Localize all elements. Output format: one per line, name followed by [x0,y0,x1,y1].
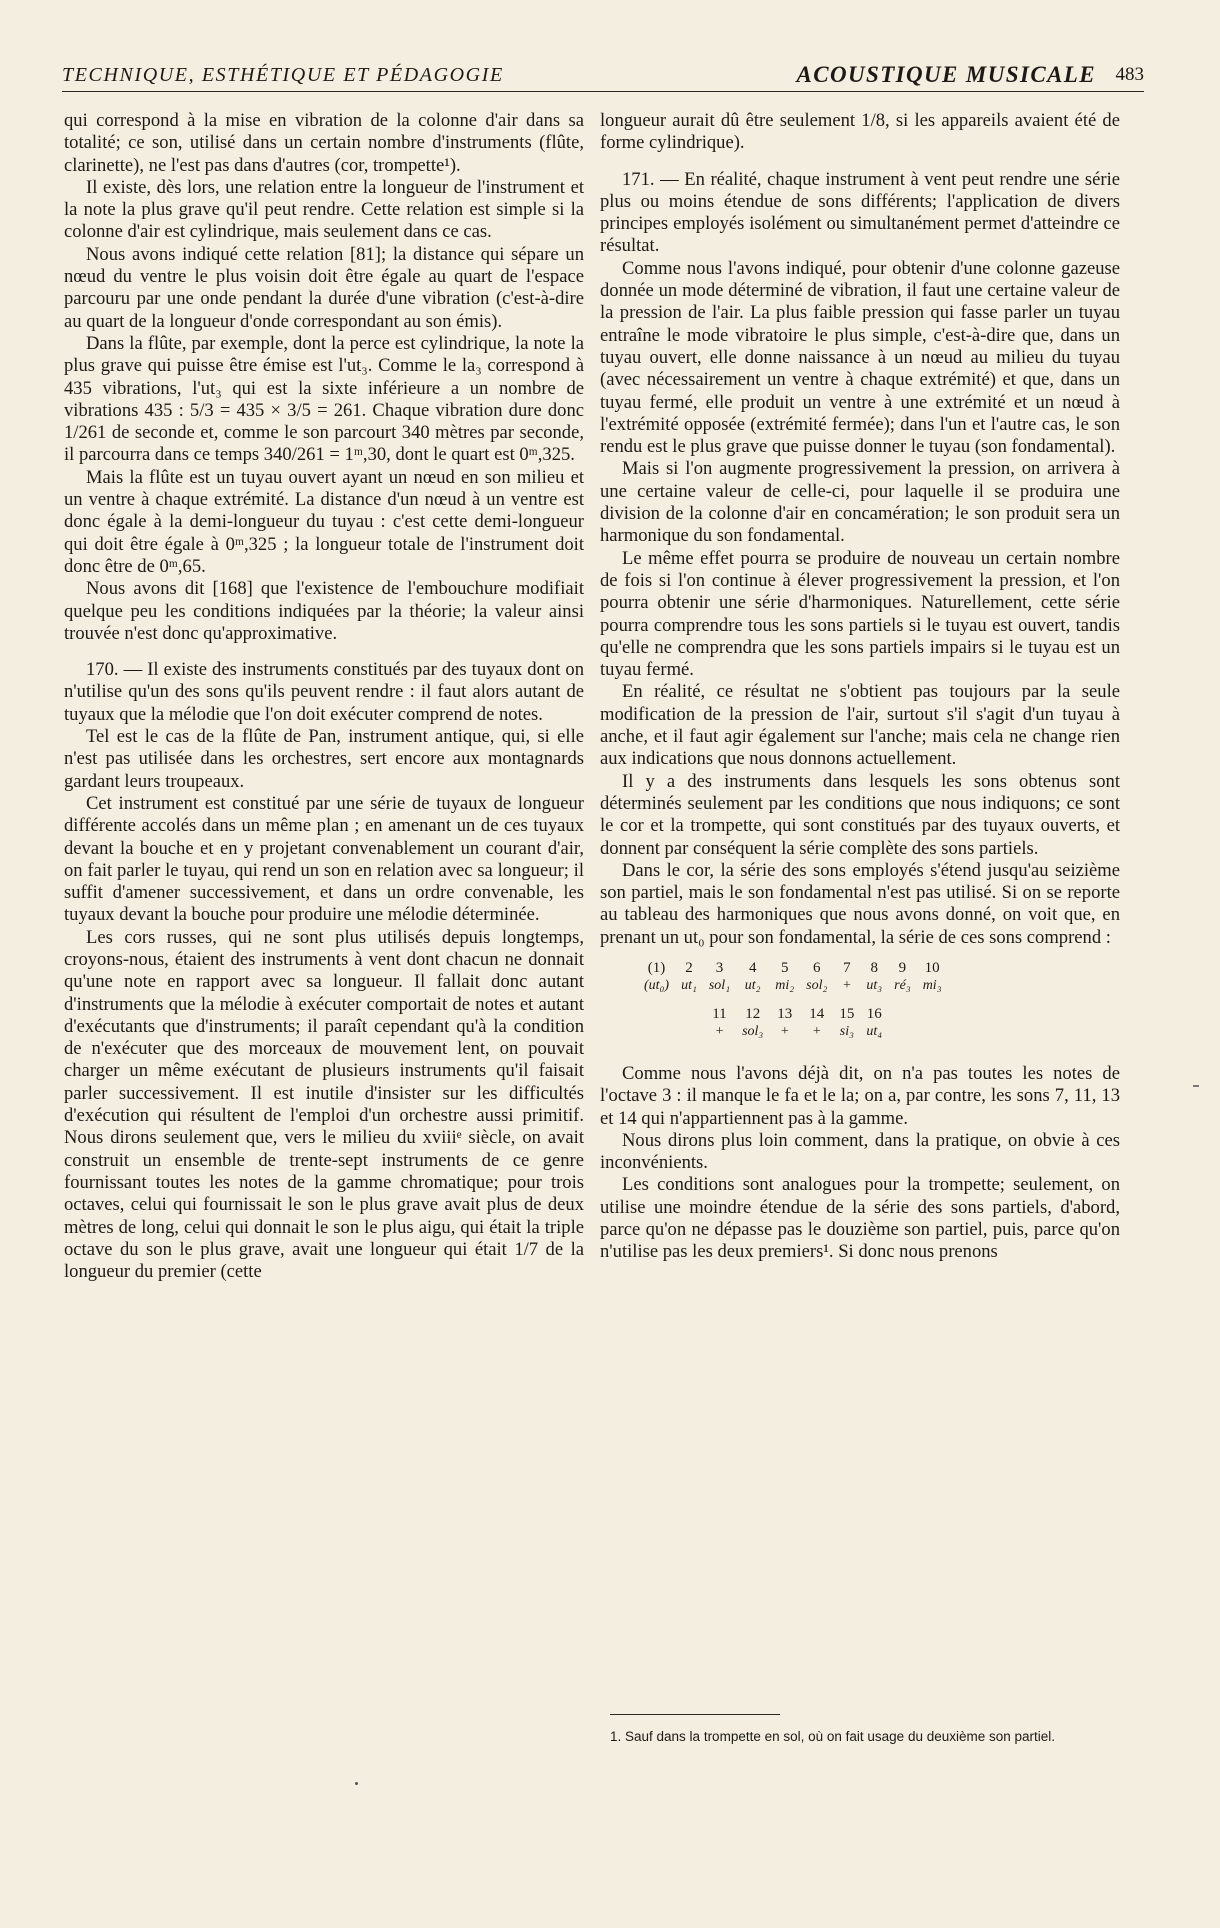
series-cell: (1) [647,959,666,976]
series-spacer [675,1005,703,1023]
footnote-rule [610,1714,780,1715]
series-cell: sol₃ [742,1023,764,1039]
series-spacer [638,1005,675,1023]
series-cell: + [812,1023,822,1039]
series-cell: + [714,1023,725,1039]
series-cell: mi₂ [775,977,795,993]
series-cell: 3 [715,959,724,976]
series-cell: sol₁ [708,977,731,993]
series-cell: (ut₀) [644,977,670,993]
paragraph: Les cors russes, qui ne sont plus utilisés depuis longtemps, croyons-nous, étaient des instruments à vent dont chacun ne donnait qu'une note en rapport avec sa longueur. Il fallait donc autant d'instruments que la mélodie à exécuter comportait de notes et autant d'exécutants que d'instruments; il paraît cependant qu'à la condition de n'exécuter que des morceaux de mouvement lent, on pouvait charger un même exécutant de plusieurs instruments qu'il faisait parler successivement. Il est inutile d'insister sur les difficultés d'exécution qui résultent de l'emploi d'un orchestre aussi primitif. Nous dirons seulement que, vers le milieu du xviiiᵉ siècle, on avait construit un ensemble de trente-sept instruments de ce genre fournissant toutes les notes de la gamme chromatique; pour trois octaves, celui qui fournissait le son le plus grave avait plus de deux mètres de long, celui qui donnait le son le plus aigu, qui était la triple octave du son le plus grave, avait une longueur qui était 1/7 de la longueur du premier (cette [64,926,584,1283]
paragraph: Comme nous l'avons indiqué, pour obtenir d'une colonne gazeuse donnée un mode déterminé de vibration, il faut une certaine valeur de la pression de l'air. La plus faible pression qui fasse parler un tuyau entraîne le mode vibratoire le plus simple, c'est-à-dire que, dans un tuyau ouvert, elle donne naissance à un nœud au milieu du tuyau (avec nécessairement un ventre à chaque extrémité) et que, dans un tuyau fermé, elle produit un ventre à une extrémité et un nœud à l'extrémité opposée (extrémité fermée); dans l'un et l'autre cas, le son rendu est le plus grave que puisse donner le tuyau (son fondamental). [600,257,1120,458]
footnote: 1. Sauf dans la trompette en sol, où on fait usage du deuxième son partiel. [610,1729,1056,1744]
series-cell: 11 [712,1005,727,1022]
series-cell: 10 [924,959,940,976]
harmonic-series-table [638,959,948,1051]
print-mark [355,1782,358,1785]
right-column-part-a [600,110,1120,949]
paragraph: 171. — En réalité, chaque instrument à vent peut rendre une série plus ou moins étendue de sons différents; l'application de divers principes employés isolément ou simultanément permet d'atteindre ce résultat. [600,168,1120,257]
series-cell: 4 [748,959,757,976]
series-cell: mi₃ [922,977,942,993]
series-cell: 7 [843,959,851,976]
series-spacer [675,1023,703,1051]
series-cell: 9 [898,959,907,976]
series-cell: ut₁ [681,977,697,993]
series-cell: si₃ [839,1023,854,1039]
paragraph: qui correspond à la mise en vibration de la colonne d'air dans sa totalité; ce son, utilisé dans un certain nombre d'instruments (flûte, clarinette), ne l'est pas dans d'autres (cor, trompette¹). [64,110,584,176]
series-cell: 15 [839,1005,855,1022]
harmonic-series [638,959,1120,1051]
margin-mark [1193,1085,1199,1087]
series-cell: ut₂ [744,977,761,993]
running-header [62,64,1144,92]
paragraph: 170. — Il existe des instruments constitués par des tuyaux dont on n'utilise qu'un des sons qu'ils peuvent rendre : il faut alors autant de tuyaux que la mélodie que l'on doit exécuter comprend de notes. [64,659,584,725]
series-cell: 16 [866,1005,882,1022]
paragraph: Nous dirons plus loin comment, dans la pratique, on obvie à ces inconvénients. [600,1129,1120,1174]
series-cell: ré₃ [894,977,911,993]
series-cell: 5 [780,959,789,976]
series-cell: 14 [809,1005,825,1022]
series-cell: 2 [685,959,693,976]
paragraph: Il y a des instruments dans lesquels les sons obtenus sont déterminés seulement par les conditions que nous indiquons; ce sont le cor et la trompette, qui sont constitués par des tuyaux ouverts, et donnent par conséquent la série complète des sons partiels. [600,770,1120,859]
series-cell: + [842,977,852,993]
paragraph: longueur aurait dû être seulement 1/8, si les appareils avaient été de forme cylindrique). [600,110,1120,154]
series-cell: 13 [777,1005,793,1022]
paragraph: En réalité, ce résultat ne s'obtient pas toujours par la seule modification de la pression de l'air, surtout s'il s'agit d'un tuyau à anche, et il faut agir également sur l'anche; mais cela ne change rien aux indications que nous donnons actuellement. [600,681,1120,770]
paragraph: Tel est le cas de la flûte de Pan, instrument antique, qui, si elle n'est pas utilisée dans les orchestres, sert encore aux montagnards gardant leurs troupeaux. [64,726,584,792]
header-rule [62,91,1144,92]
paragraph: Nous avons indiqué cette relation [81]; la distance qui sépare un nœud du ventre le plus voisin doit être égale au quart de l'espace parcouru par une onde pendant la durée d'une vibration (c'est-à-dire au quart de la longueur d'onde correspondant au son émis). [64,243,584,332]
paragraph: Il existe, dès lors, une relation entre la longueur de l'instrument et la note la plus grave qu'il peut rendre. Cette relation est simple si la colonne d'air est cylindrique, mais seulement dans ce cas. [64,176,584,243]
header-left-title: TECHNIQUE, ESTHÉTIQUE ET PÉDAGOGIE [62,64,504,86]
paragraph: Le même effet pourra se produire de nouveau un certain nombre de fois si l'on continue à élever progressivement la pression, et l'on pourra obtenir une série d'harmoniques. Naturellement, cette série pourra comprendre tous les sons partiels si le tuyau est ouvert, tandis qu'elle ne comprendra que les sons partiels impairs si le tuyau est un tuyau fermé. [600,547,1120,681]
paragraph: Les conditions sont analogues pour la trompette; seulement, on utilise une moindre étendue de la série des sons partiels, d'abord, parce qu'on ne dépasse pas le douzième son partiel, puis, parce qu'on n'utilise pas les deux premiers¹. Si donc nous prenons [600,1174,1120,1263]
series-cell: 8 [870,959,879,976]
paragraph: Mais la flûte est un tuyau ouvert ayant un nœud en son milieu et un ventre à chaque extrémité. La distance d'un nœud à un ventre est donc égale à la demi-longueur du tuyau : c'est cette demi-longueur qui doit être égale à 0ᵐ,325 ; la longueur totale de l'instrument doit donc être de 0ᵐ,65. [64,466,584,577]
right-column-part-b [600,1063,1120,1264]
paragraph: Nous avons dit [168] que l'existence de l'embouchure modifiait quelque peu les conditions indiquées par la théorie; la valeur ainsi trouvée n'est donc qu'approximative. [64,578,584,644]
paragraph: Dans le cor, la série des sons employés s'étend jusqu'au seizième son partiel, mais le son fondamental n'est pas utilisé. Si on se reporte au tableau des harmoniques que nous avons donné, on voit que, en prenant un ut₀ pour son fondamental, la série de ces sons comprend : [600,859,1120,948]
series-cell: 6 [813,959,821,976]
paragraph: Cet instrument est constitué par une série de tuyaux de longueur différente accolés dans un même plan ; en amenant un de ces tuyaux devant la bouche et en y projetant convenablement un courant d'air, on fait parler le tuyau, qui rend un son en relation avec sa longueur; il suffit d'amener successivement, et dans un ordre convenable, les tuyaux devant la bouche pour produire une mélodie déterminée. [64,792,584,926]
paragraph: Mais si l'on augmente progressivement la pression, on arrivera à une certaine valeur de celle-ci, pour laquelle il se produira une division de la colonne d'air en concamération; le son produit sera un harmonique du son fondamental. [600,458,1120,547]
paragraph: Comme nous l'avons déjà dit, on n'a pas toutes les notes de l'octave 3 : il manque le fa et le la; on a, par contre, les sons 7, 11, 13 et 14 qui n'appartiennent pas à la gamme. [600,1062,1120,1129]
right-column [600,110,1120,1264]
series-spacer [638,1023,675,1051]
series-cell: ut₄ [866,1023,883,1039]
left-column [64,110,584,1283]
paragraph: Dans la flûte, par exemple, dont la perce est cylindrique, la note la plus grave qui puisse être émise est l'ut₃. Comme le la₃ correspond à 435 vibrations, l'ut₃ qui est la sixte inférieure a un nombre de vibrations 435 : 5/3 = 435 × 3/5 = 261. Chaque vibration dure donc 1/261 de seconde et, comme le son parcourt 340 mètres par seconde, il parcourra dans ce temps 340/261 = 1ᵐ,30, dont le quart est 0ᵐ,325. [64,332,584,466]
series-cell: + [780,1023,790,1039]
series-cell: sol₂ [806,977,828,993]
series-cell: ut₃ [866,977,883,993]
page-number: 483 [1115,64,1144,85]
header-right-title: ACOUSTIQUE MUSICALE [796,62,1096,87]
series-cell: 12 [745,1005,761,1022]
